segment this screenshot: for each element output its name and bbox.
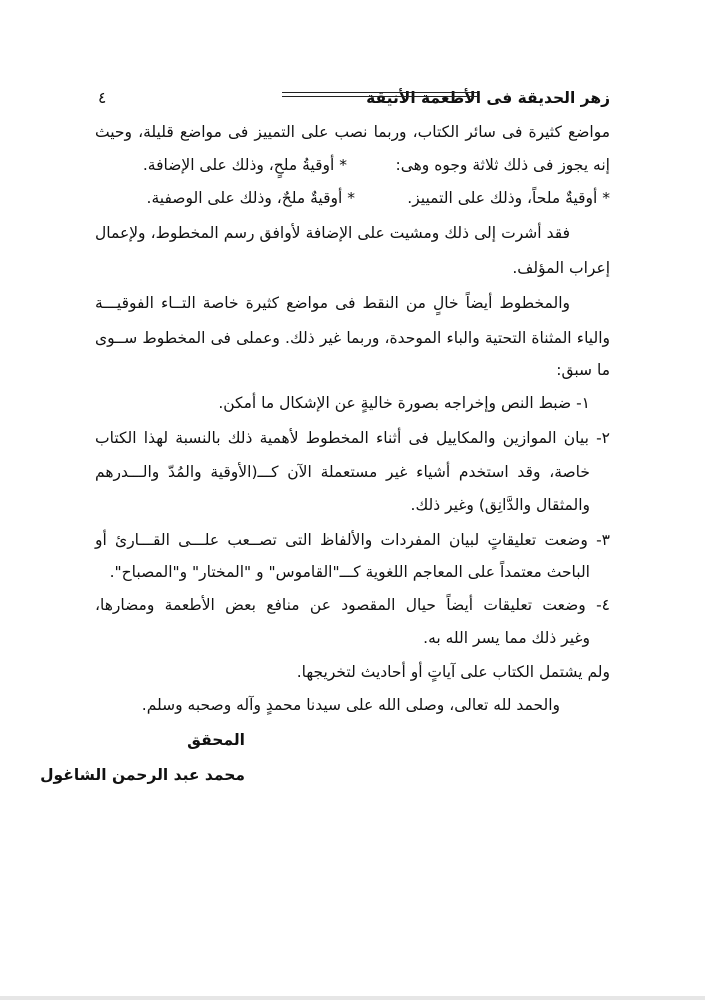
paragraph-line: ما سبق: <box>556 361 610 379</box>
list-item-continuation: الباحث معتمداً على المعاجم اللغوية كـــ"القاموس" و "المختار" و"المصباح". <box>109 563 590 581</box>
signature-name: محمد عبد الرحمن الشاغول <box>40 766 245 784</box>
header-double-rule <box>282 92 478 97</box>
list-item: ٤- وضعت تعليقات أيضاً حيال المقصود عن منافع بعض الأطعمة ومضارها، <box>95 596 610 614</box>
signature-role: المحقق <box>187 731 245 749</box>
list-item-continuation: والمثقال والدَّانِق) وغير ذلك. <box>410 496 590 514</box>
list-item-continuation: وغير ذلك مما يسر الله به. <box>423 629 590 647</box>
list-item: ٢- بيان الموازين والمكاييل فى أثناء المخطوط لأهمية ذلك بالنسبة لهذا الكتاب <box>95 429 610 447</box>
list-item-continuation: خاصة، وقد استخدم أشياء غير مستعملة الآن كـــ(الأوقية والمُدّ والـــدرهم <box>95 463 590 481</box>
paragraph-line: مواضع كثيرة فى سائر الكتاب، وربما نصب على التمييز فى مواضع قليلة، وحيث <box>95 123 610 141</box>
list-item: ٣- وضعت تعليقاتٍ لبيان المفردات والألفاظ التى تصــعب علـــى القـــارئ أو <box>95 531 610 549</box>
bullet-item: * أوقيةٌ ملحٌ، وذلك على الوصفية. <box>146 189 355 207</box>
paragraph-line: إنه يجوز فى ذلك ثلاثة وجوه وهى: <box>395 156 610 174</box>
header-title: زهر الحديقة فى الأطعمة الأنيقة <box>366 89 610 107</box>
paragraph-line: والمخطوط أيضاً خالٍ من النقط فى مواضع كثيرة خاصة التــاء الفوقيـــة <box>95 294 570 312</box>
paragraph-line: إعراب المؤلف. <box>512 259 610 277</box>
bullet-item: * أوقيةُ ملحٍ، وذلك على الإضافة. <box>142 156 347 174</box>
page-number: ٤ <box>98 89 107 107</box>
paragraph-line: والحمد لله تعالى، وصلى الله على سيدنا محمدٍ وآله وصحبه وسلم. <box>141 696 560 714</box>
paragraph-line: ولم يشتمل الكتاب على آياتٍ أو أحاديث لتخريجها. <box>296 663 610 681</box>
paragraph-line: والياء المثناة التحتية والباء الموحدة، وربما غير ذلك. وعملى فى المخطوط ســوى <box>95 329 610 347</box>
paragraph-line: فقد أشرت إلى ذلك ومشيت على الإضافة لأوافق رسم المخطوط، ولإعمال <box>95 224 570 242</box>
list-item: ١- ضبط النص وإخراجه بصورة خاليةٍ عن الإشكال ما أمكن. <box>218 394 590 412</box>
page-bottom-edge <box>0 996 705 1000</box>
bullet-item: * أوقيةٌ ملحاً، وذلك على التمييز. <box>407 189 610 207</box>
